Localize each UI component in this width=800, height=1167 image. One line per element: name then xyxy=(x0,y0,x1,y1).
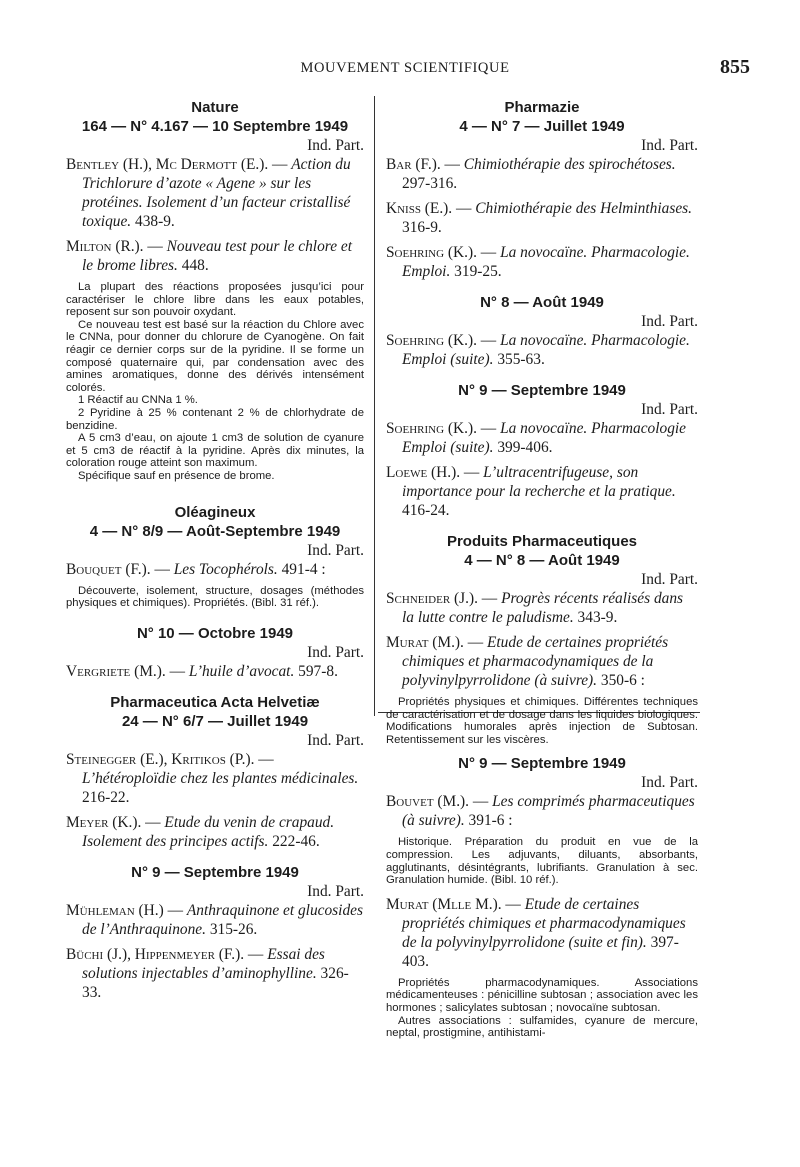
ind-part-label: Ind. Part. xyxy=(641,401,698,418)
issue-heading: 4 — N° 8 — Août 1949 xyxy=(464,552,620,569)
reference-entry xyxy=(386,792,698,830)
entry-title: Action du Trichlorure d’azote « Agene » sur les protéines. Isolement d’un facteur cristallisé toxique. xyxy=(82,156,351,230)
entry-author: Soehring (K.). — xyxy=(386,420,497,437)
entry-title: L’ultracentrifugeuse, son importance pour la recherche et la pratique. xyxy=(402,464,676,500)
entry-title: Etude de certaines propriétés chimiques et pharmacodynamiques de la polyvinylpyrrolidone (à suivre). xyxy=(402,634,669,689)
journal-title: Nature xyxy=(191,99,239,116)
issue-heading: 24 — N° 6/7 — Juillet 1949 xyxy=(121,712,309,730)
entry-pages: 597-8. xyxy=(298,662,338,680)
abstract-paragraph: Ce nouveau test est basé sur la réaction du Chlore avec le CNNa, pour donner du chlorure de Cyanogène. On fait réagir ce dernier corps sur de la pyridine. Il se forme un composé quaternaire qui, par condensation avec des amines aromatiques, donne des dérivés intensément colorés. xyxy=(66,318,364,394)
reference-entry xyxy=(66,750,364,807)
page-header xyxy=(60,56,750,84)
entry-author: Bouquet (F.). — xyxy=(66,560,170,578)
reference-entry xyxy=(66,237,364,275)
entry-author: Bentley (H.), Mc Dermott (E.). — xyxy=(66,156,288,173)
reference-entry xyxy=(386,895,698,971)
entry-pages: 391-6 : xyxy=(468,812,513,830)
entry-title: Progrès récents réalisés dans la lutte contre le paludisme. xyxy=(402,590,684,626)
reference-entry xyxy=(386,331,698,369)
entry-author: Mühleman (H.) — xyxy=(66,901,183,919)
entry-author: Meyer (K.). — xyxy=(66,813,161,831)
entry-pages: 316-9. xyxy=(402,219,442,236)
entry-abstract xyxy=(66,585,364,610)
abstract-paragraph: Propriétés physiques et chimiques. Différentes techniques de caractérisation et de dosage dans les liquides biologiques. Modifications humorales après injection de Subtosan. Retentissement sur les viscères. xyxy=(386,696,698,746)
abstract-paragraph: 2 Pyridine à 25 % contenant 2 % de chlorhydrate de benzidine. xyxy=(66,406,364,432)
entry-pages: 399-406. xyxy=(497,439,553,456)
ind-part-label: Ind. Part. xyxy=(307,882,364,900)
abstract-paragraph: 1 Réactif au CNNa 1 %. xyxy=(78,394,198,407)
entry-abstract xyxy=(386,696,698,746)
entry-author: Loewe (H.). — xyxy=(386,464,480,481)
issue-heading: N° 9 — Septembre 1949 xyxy=(458,755,626,773)
entry-title: Les comprimés pharmaceutiques (à suivre). xyxy=(402,793,695,830)
running-title: MOUVEMENT SCIENTIFIQUE xyxy=(300,60,510,76)
entry-author: Schneider (J.). — xyxy=(386,590,498,607)
entry-pages: 355-63. xyxy=(497,351,545,368)
entry-title: Chimiothérapie des spirochétoses. xyxy=(463,156,676,173)
entry-author: Murat (Mlle M.). — xyxy=(386,895,521,913)
entry-title: Essai des solutions injectables d’aminophylline. xyxy=(82,945,325,982)
entry-abstract xyxy=(66,281,364,483)
reference-entry xyxy=(66,813,364,851)
entry-author: Soehring (K.). — xyxy=(386,244,497,261)
entry-pages: 216-22. xyxy=(82,788,130,806)
ind-part-label: Ind. Part. xyxy=(641,137,698,154)
abstract-paragraph: Spécifique sauf en présence de brome. xyxy=(78,469,275,482)
issue-heading: N° 8 — Août 1949 xyxy=(480,294,604,311)
abstract-paragraph: La plupart des réactions proposées jusqu’ici pour caractériser le chlore libre dans les eaux potables, reposent sur son pouvoir oxydant. xyxy=(66,281,364,319)
journal-title: Pharmazie xyxy=(504,99,580,116)
entry-title: Etude du venin de crapaud. Isolement des principes actifs. xyxy=(82,813,335,850)
entry-title: La novocaïne. Pharmacologie Emploi (suite). xyxy=(402,420,686,456)
section-produits-pharmaceutiques xyxy=(386,532,698,1040)
reference-entry xyxy=(66,662,364,681)
entry-title: Les Tocophérols. xyxy=(173,560,278,578)
entry-author: Milton (R.). — xyxy=(66,238,163,255)
entry-pages: 326-33. xyxy=(82,964,349,1001)
ind-part-label: Ind. Part. xyxy=(641,774,698,792)
entry-pages: 491-4 : xyxy=(281,560,326,578)
entry-title: La novocaïne. Pharmacologie. Emploi. xyxy=(402,244,690,280)
entry-title: L’hétéroploïdie chez les plantes médicinales. xyxy=(82,769,359,787)
page-number: 855 xyxy=(720,56,750,78)
reference-entry xyxy=(386,589,698,627)
issue-heading: N° 10 — Octobre 1949 xyxy=(136,624,294,642)
entry-pages: 416-24. xyxy=(402,502,450,519)
entry-pages: 343-9. xyxy=(577,609,618,626)
section-oleagineux xyxy=(66,503,364,681)
right-column xyxy=(386,98,698,1048)
issue-heading: N° 9 — Septembre 1949 xyxy=(458,382,626,399)
issue-heading: 4 — N° 7 — Juillet 1949 xyxy=(459,118,625,135)
section-pharmazie xyxy=(386,98,698,520)
entry-title: Chimiothérapie des Helminthiases. xyxy=(475,200,692,217)
ind-part-label: Ind. Part. xyxy=(307,541,364,559)
entry-author: Vergriete (M.). — xyxy=(66,662,185,680)
reference-entry xyxy=(386,243,698,281)
entry-abstract xyxy=(386,977,698,1040)
abstract-paragraph: Découverte, isolement, structure, dosages (méthodes physiques et chimiques). Propriétés. (Bibl. 31 réf.). xyxy=(66,584,364,610)
issue-heading: 4 — N° 8/9 — Août-Septembre 1949 xyxy=(89,522,341,540)
entry-author: Murat (M.). — xyxy=(386,634,484,651)
entry-title: Nouveau test pour le chlore et le brome libres. xyxy=(82,238,352,274)
entry-pages: 319-25. xyxy=(454,263,502,280)
reference-entry xyxy=(66,155,364,231)
reference-entry xyxy=(66,560,364,579)
entry-author: Steinegger (E.), Kritikos (P.). — xyxy=(66,750,274,768)
ind-part-label: Ind. Part. xyxy=(307,731,364,749)
abstract-paragraph: Historique. Préparation du produit en vue de la compression. Les adjuvants, diluants, absorbants, agglutinants, désintégrants, lubrifiants. Granulation à sec. Granulation humide. (Bibl. 10 réf.). xyxy=(386,836,698,887)
reference-entry xyxy=(66,901,364,939)
entry-pages: 315-26. xyxy=(209,920,258,938)
entry-title: La novocaïne. Pharmacologie. Emploi (suite). xyxy=(402,332,690,368)
ind-part-label: Ind. Part. xyxy=(307,643,364,661)
left-column xyxy=(66,98,364,1008)
entry-author: Bouvet (M.). — xyxy=(386,793,489,811)
entry-pages: 397-403. xyxy=(402,933,679,970)
entry-pages: 222-46. xyxy=(272,832,320,850)
section-pharmaceutica xyxy=(66,693,364,1002)
reference-entry xyxy=(386,199,698,237)
entry-pages: 438-9. xyxy=(135,213,175,230)
issue-heading: N° 9 — Septembre 1949 xyxy=(131,863,299,881)
ind-part-label: Ind. Part. xyxy=(307,137,364,154)
entry-pages: 448. xyxy=(181,257,209,274)
entry-author: Bar (F.). — xyxy=(386,156,460,173)
issue-heading: 164 — N° 4.167 — 10 Septembre 1949 xyxy=(81,118,349,135)
entry-title: Anthraquinone et glucosides de l’Anthraquinone. xyxy=(82,901,363,938)
journal-title: Pharmaceutica Acta Helvetiæ xyxy=(110,693,320,711)
abstract-paragraph: Propriétés pharmacodynamiques. Associations médicamenteuses : pénicilline subtosan ; association avec les hormones ; salicylates subtosan ; novocaïne subtosan. xyxy=(386,976,698,1014)
journal-title: Produits Pharmaceutiques xyxy=(446,533,638,550)
entry-author: Soehring (K.). — xyxy=(386,332,497,349)
entry-abstract xyxy=(386,836,698,886)
reference-entry xyxy=(66,945,364,1002)
reference-entry xyxy=(386,155,698,193)
entry-pages: 350-6 : xyxy=(600,672,645,689)
column-divider xyxy=(374,96,375,716)
abstract-paragraph: Autres associations : sulfamides, cyanure de mercure, neptal, prostigmine, antihistami- xyxy=(386,1014,698,1040)
entry-pages: 297-316. xyxy=(402,175,458,192)
ind-part-label: Ind. Part. xyxy=(641,571,698,588)
section-nature xyxy=(66,98,364,483)
reference-entry xyxy=(386,419,698,457)
entry-title: L’huile d’avocat. xyxy=(188,662,295,680)
entry-author: Büchi (J.), Hippenmeyer (F.). — xyxy=(66,945,264,963)
reference-entry xyxy=(386,633,698,690)
abstract-paragraph: A 5 cm3 d’eau, on ajoute 1 cm3 de solution de cyanure et 5 cm3 de réactif à la pyridine. Après dix minutes, la coloration rouge atteint son maximum. xyxy=(66,432,364,470)
ind-part-label: Ind. Part. xyxy=(641,313,698,330)
journal-title: Oléagineux xyxy=(174,503,256,521)
entry-author: Kniss (E.). — xyxy=(386,200,472,217)
entry-title: Etude de certaines propriétés chimiques et pharmacodynamiques de la polyvinylpyrrolidone (suite et fin). xyxy=(402,895,686,951)
reference-entry xyxy=(386,463,698,520)
